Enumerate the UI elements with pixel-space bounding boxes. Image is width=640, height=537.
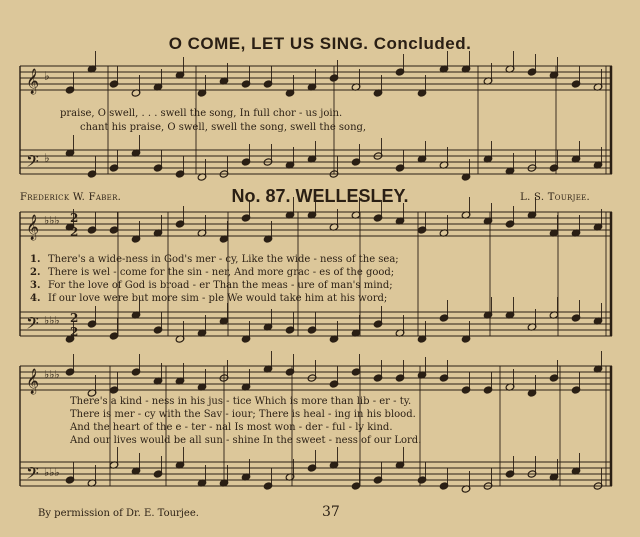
svg-text:2: 2 [70,211,79,225]
svg-text:♭♭♭: ♭♭♭ [44,368,60,381]
bass-clef-icon: 𝄢 [26,313,39,337]
verse-text: There is wel - come for the sin - ner, And more grac - es of the good; [48,267,395,278]
verse-text: If our love were but more sim - ple We would take him at his word; [48,293,388,304]
author-credit: Frederick W. Faber. [20,192,122,203]
treble-clef-icon: 𝄞 [26,69,40,94]
lyric-line: praise, O swell, . . . swell the song, In full chor - us join. [60,108,343,119]
composer-credit: L. S. Tourjee. [520,192,590,203]
svg-text:2: 2 [70,225,79,239]
svg-text:♭: ♭ [44,151,50,165]
verse-number: 4. [30,293,41,304]
lyric-line: chant his praise, O swell, swell the song, swell the song, [80,122,367,133]
svg-text:♭: ♭ [44,69,50,83]
svg-text:2: 2 [70,311,79,325]
verse-text: There's a wide-ness in God's mer - cy, Like the wide - ness of the sea; [48,254,399,265]
page-number: 37 [322,504,340,520]
verse-line: And our lives would be all sun - shine In the sweet - ness of our Lord. [70,435,422,446]
bass-clef-icon: 𝄢 [26,151,39,175]
verse-line [30,293,387,304]
treble-clef-icon: 𝄞 [26,369,40,394]
verse-line: There's a kind - ness in his jus - tice Which is more than lib - er - ty. [70,396,412,407]
verse-line: And the heart of the e - ter - nal Is most won - der - ful - ly kind. [70,422,393,433]
verse-number: 2. [30,267,41,278]
verse-line: There is mer - cy with the Sav - iour; There is heal - ing in his blood. [70,409,416,420]
page-title: O COME, LET US SING. Concluded. [168,34,472,53]
svg-text:♭♭♭: ♭♭♭ [44,314,60,327]
svg-text:2: 2 [70,325,79,339]
bass-clef-icon: 𝄢 [26,463,39,487]
verse-line [30,280,393,291]
treble-clef-icon: 𝄞 [26,215,40,240]
permission-note: By permission of Dr. E. Tourjee. [38,508,199,519]
verse-line [30,267,394,278]
svg-text:♭♭♭: ♭♭♭ [44,214,60,227]
verse-text: For the love of God is broad - er Than the meas - ure of man's mind; [48,280,393,291]
svg-text:♭♭♭: ♭♭♭ [44,466,60,479]
bass-staff-1 [20,150,612,174]
verse-number: 3. [30,280,41,291]
bass-staff-2 [20,312,612,336]
hymn-title: No. 87. WELLESLEY. [231,186,409,206]
bass-staff-3 [20,462,612,486]
verse-line [30,254,399,265]
verse-number: 1. [30,254,41,265]
